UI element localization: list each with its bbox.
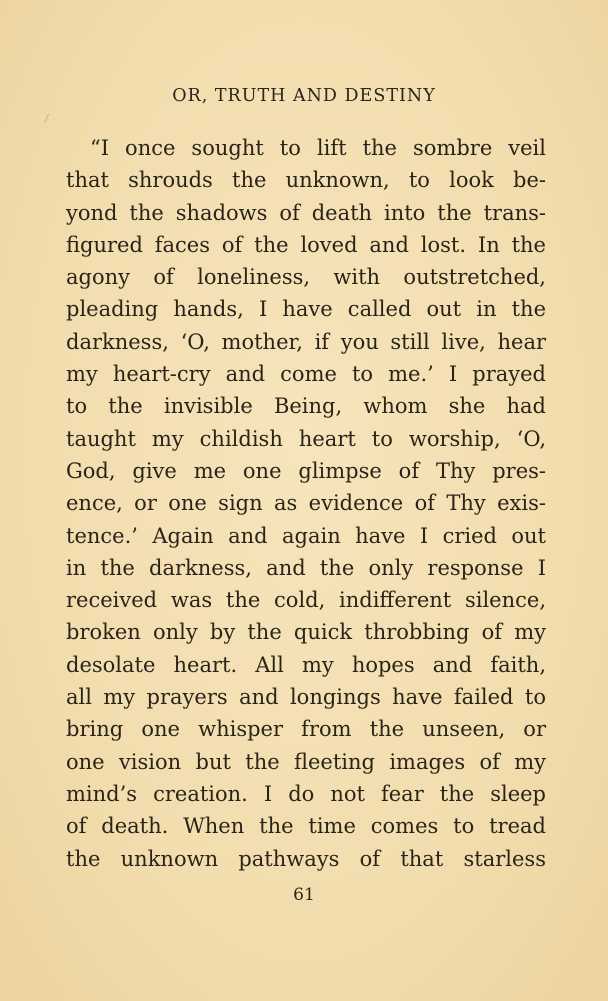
text-line: God, give me one glimpse of Thy pres- — [66, 458, 546, 483]
text-line: “I once sought to lift the sombre veil — [90, 136, 546, 160]
text-line: taught my childish heart to worship, ‘O, — [66, 426, 546, 451]
text-line: that shrouds the unknown, to look be- — [66, 168, 546, 193]
margin-mark — [44, 114, 52, 125]
body-paragraph — [66, 132, 546, 875]
text-line: the unknown pathways of that starless — [66, 846, 546, 871]
text-line: yond the shadows of death into the trans- — [66, 200, 546, 225]
text-line: ence, or one sign as evidence of Thy exis- — [66, 491, 546, 516]
running-head: OR, TRUTH AND DESTINY — [172, 86, 436, 106]
text-line: pleading hands, I have called out in the — [66, 297, 546, 322]
text-line: bring one whisper from the unseen, or — [66, 717, 546, 742]
text-line: desolate heart. All my hopes and faith, — [66, 652, 546, 677]
text-line: tence.’ Again and again have I cried out — [66, 523, 546, 548]
text-line: one vision but the fleeting images of my — [66, 749, 546, 774]
text-line: my heart-cry and come to me.’ I prayed — [66, 362, 546, 387]
text-line: in the darkness, and the only response I — [66, 555, 546, 580]
text-line: broken only by the quick throbbing of my — [66, 620, 546, 645]
text-line: all my prayers and longings have failed to — [66, 685, 546, 710]
text-line: agony of loneliness, with outstretched, — [66, 265, 546, 290]
text-line: darkness, ‘O, mother, if you still live, hear — [66, 329, 546, 354]
text-line: of death. When the time comes to tread — [66, 814, 546, 839]
text-line: to the invisible Being, whom she had — [66, 394, 546, 419]
page-number: 61 — [293, 885, 315, 905]
text-line: figured faces of the loved and lost. In the — [66, 232, 546, 257]
text-line: mind’s creation. I do not fear the sleep — [66, 781, 546, 806]
text-line: received was the cold, indifferent silence, — [66, 588, 546, 613]
